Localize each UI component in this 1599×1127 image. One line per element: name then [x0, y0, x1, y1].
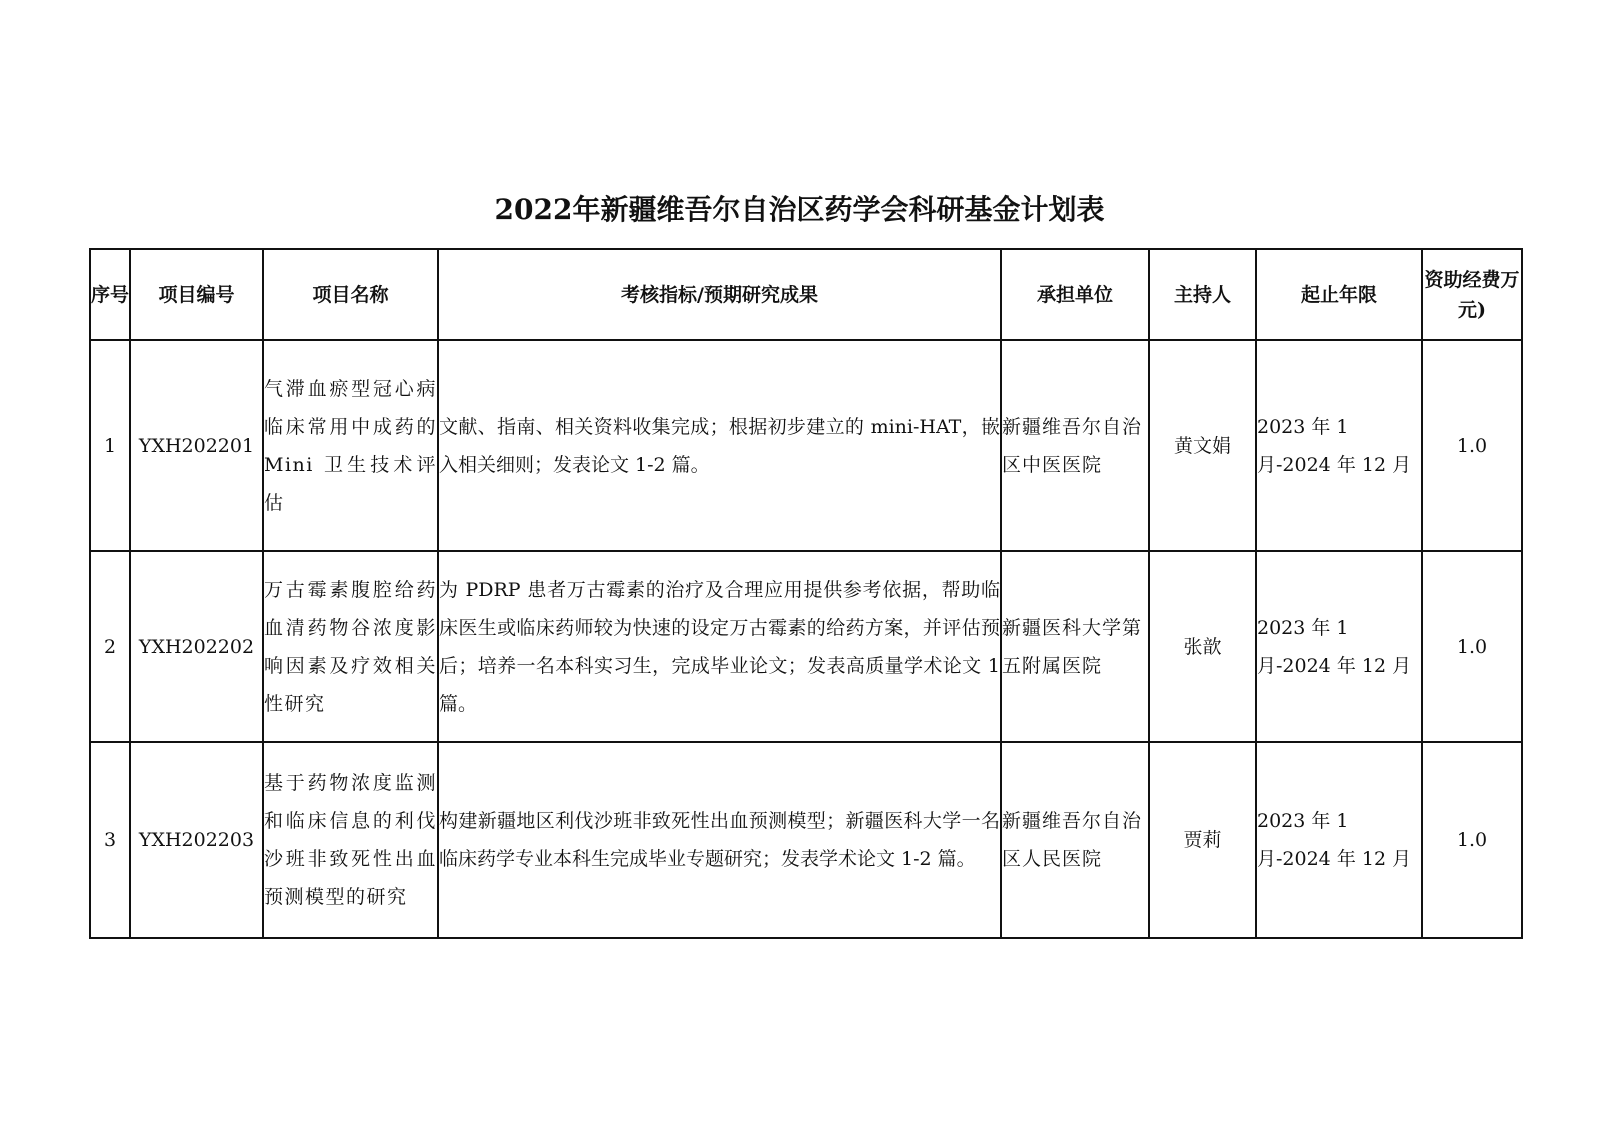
- cell-fund: 1.0: [1422, 742, 1522, 938]
- header-fund: 资助经费万元): [1422, 249, 1522, 340]
- cell-code: YXH202202: [130, 551, 263, 742]
- cell-period: 2023 年 1 月-2024 年 12 月: [1256, 551, 1422, 742]
- header-period: 起止年限: [1256, 249, 1422, 340]
- header-name: 项目名称: [263, 249, 438, 340]
- cell-name: 万古霉素腹腔给药血清药物谷浓度影响因素及疗效相关性研究: [263, 551, 438, 742]
- header-leader: 主持人: [1149, 249, 1256, 340]
- cell-seq: 1: [90, 340, 130, 551]
- cell-outcome: 为 PDRP 患者万古霉素的治疗及合理应用提供参考依据，帮助临床医生或临床药师较为快速的设定万古霉素的给药方案，并评估预后；培养一名本科实习生，完成毕业论文；发表高质量学术论文 1 篇。: [438, 551, 1001, 742]
- cell-leader: 贾莉: [1149, 742, 1256, 938]
- cell-outcome: 构建新疆地区利伐沙班非致死性出血预测模型；新疆医科大学一名临床药学专业本科生完成毕业专题研究；发表学术论文 1-2 篇。: [438, 742, 1001, 938]
- cell-leader: 张歆: [1149, 551, 1256, 742]
- table-header-row: [90, 249, 1522, 340]
- header-outcome: 考核指标/预期研究成果: [438, 249, 1001, 340]
- cell-unit: 新疆维吾尔自治区人民医院: [1001, 742, 1149, 938]
- header-seq: 序号: [90, 249, 130, 340]
- cell-code: YXH202201: [130, 340, 263, 551]
- table-row: [90, 742, 1522, 938]
- cell-name: 基于药物浓度监测和临床信息的利伐沙班非致死性出血预测模型的研究: [263, 742, 438, 938]
- cell-seq: 3: [90, 742, 130, 938]
- page-title: 2022年新疆维吾尔自治区药学会科研基金计划表: [494, 193, 1105, 226]
- cell-period: 2023 年 1 月-2024 年 12 月: [1256, 742, 1422, 938]
- header-code: 项目编号: [130, 249, 263, 340]
- cell-unit: 新疆医科大学第五附属医院: [1001, 551, 1149, 742]
- cell-fund: 1.0: [1422, 551, 1522, 742]
- cell-outcome: 文献、指南、相关资料收集完成；根据初步建立的 mini-HAT，嵌入相关细则；发表论文 1-2 篇。: [438, 340, 1001, 551]
- cell-code: YXH202203: [130, 742, 263, 938]
- header-unit: 承担单位: [1001, 249, 1149, 340]
- research-fund-plan-table: [89, 248, 1523, 939]
- table-row: [90, 340, 1522, 551]
- cell-fund: 1.0: [1422, 340, 1522, 551]
- cell-leader: 黄文娟: [1149, 340, 1256, 551]
- cell-seq: 2: [90, 551, 130, 742]
- cell-period: 2023 年 1 月-2024 年 12 月: [1256, 340, 1422, 551]
- cell-unit: 新疆维吾尔自治区中医医院: [1001, 340, 1149, 551]
- table-row: [90, 551, 1522, 742]
- cell-name: 气滞血瘀型冠心病临床常用中成药的 Mini 卫生技术评估: [263, 340, 438, 551]
